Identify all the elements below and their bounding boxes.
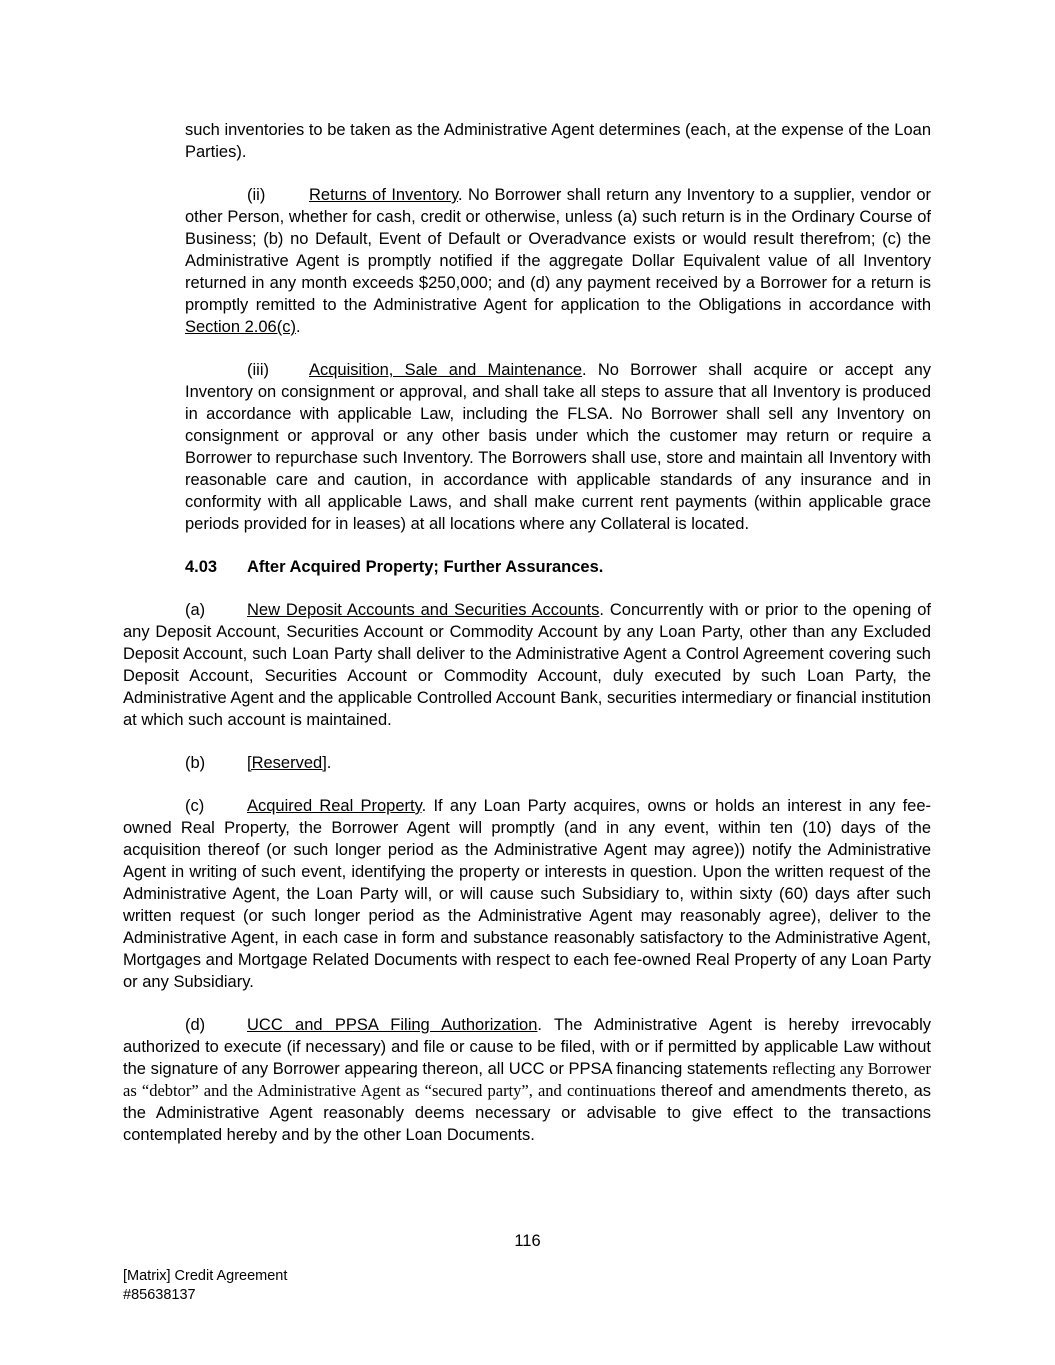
clause-iii-marker: (iii) (247, 361, 269, 379)
clause-d-tail: thereof and amendments thereto, as the Administrative Agent reasonably deems necessary or advisable to give effect to the transactions contemplated hereby and by the other Loan Documents. (123, 1082, 932, 1144)
footer-document-id: #85638137 (123, 1287, 196, 1303)
clause-ii-body: . No Borrower shall return any Inventory to a supplier, vendor or other Person, whether for cash, credit or otherwise, unless (a) such return is in the Ordinary Course of Business; (b) no Default, Event of Default or Overadvance exists or would result therefrom; (c) the Administrative Agent is promptly notified if the aggregate Dollar Equivalent value of all Inventory returned in any month exceeds $250,000; and (d) any payment received by a Borrower for a return is promptly remitted to the Administrative Agent for application to the Obligations in accordance with (185, 186, 931, 314)
clause-a-heading: New Deposit Accounts and Securities Accounts (247, 601, 600, 619)
clause-ii-tail: . (295, 318, 301, 336)
section-number: 4.03 (185, 558, 218, 576)
section-2-06c-reference: Section 2.06(c) (185, 318, 296, 336)
clause-ii-marker: (ii) (247, 186, 266, 204)
paragraph-inventory-continuation (185, 119, 931, 163)
section-4-03-heading (185, 556, 931, 578)
document-footer (123, 1267, 287, 1305)
clause-ii-heading: Returns of Inventory (309, 186, 458, 204)
clause-c-heading: Acquired Real Property (247, 797, 422, 815)
clause-a-new-deposit-accounts (123, 599, 931, 731)
clause-b-tail: . (326, 754, 332, 772)
paragraph-text: such inventories to be taken as the Administrative Agent determines (each, at the expense of the Loan Parties). (185, 121, 931, 161)
clause-c-marker: (c) (185, 797, 205, 815)
clause-a-marker: (a) (185, 601, 206, 619)
footer-document-title: [Matrix] Credit Agreement (123, 1268, 288, 1284)
clause-d-heading: UCC and PPSA Filing Authorization (247, 1016, 538, 1034)
clause-d-serif-line: reflecting any Borrower as “debtor” and the Administrative Agent as “secured party”, and continuations (123, 1059, 931, 1100)
clause-b-reserved (123, 752, 931, 774)
clause-b-marker: (b) (185, 754, 206, 772)
document-content (123, 119, 931, 1167)
clause-c-acquired-real-property (123, 795, 931, 993)
clause-d-ucc-ppsa-filing-authorization (123, 1014, 931, 1146)
section-title: After Acquired Property; Further Assurances. (247, 558, 604, 576)
clause-iii-heading: Acquisition, Sale and Maintenance (309, 361, 583, 379)
clause-c-body: . If any Loan Party acquires, owns or holds an interest in any fee-owned Real Property, the Borrower Agent will promptly (and in any event, within ten (10) days of the acquisition thereof (or such longer period as the Administrative Agent may agree)) notify the Administrative Agent in writing of such event, identifying the property or interests in question. Upon the written request of the Administrative Agent, the Loan Party will, or will cause such Subsidiary to, within sixty (60) days after such written request (or such longer period as the Administrative Agent may reasonably agree), deliver to the Administrative Agent, in each case in form and substance reasonably satisfactory to the Administrative Agent, Mortgages and Mortgage Related Documents with respect to each fee-owned Real Property of any Loan Party or any Subsidiary. (123, 797, 932, 991)
clause-d-marker: (d) (185, 1016, 206, 1034)
clause-ii-returns-of-inventory (185, 184, 931, 338)
clause-b-heading: [Reserved] (247, 754, 327, 772)
clause-a-body: . Concurrently with or prior to the opening of any Deposit Account, Securities Account or Commodity Account by any Loan Party, other than any Excluded Deposit Account, such Loan Party shall deliver to the Administrative Agent a Control Agreement covering such Deposit Account, Securities Account or Commodity Account, duly executed by such Loan Party, the Administrative Agent and the applicable Controlled Account Bank, securities intermediary or financial institution at which such account is maintained. (123, 601, 931, 729)
clause-iii-acquisition-sale-maintenance (185, 359, 931, 535)
clause-d-body: . The Administrative Agent is hereby irrevocably authorized to execute (if necessary) and file or cause to be filed, with or if permitted by applicable Law without the signature of any Borrower appearing thereon, all UCC or PPSA financing statements (123, 1016, 931, 1078)
clause-iii-body: . No Borrower shall acquire or accept any Inventory on consignment or approval, and shall take all steps to assure that all Inventory is produced in accordance with applicable Law, including the FLSA. No Borrower shall sell any Inventory on consignment or approval or any other basis under which the customer may return or require a Borrower to repurchase such Inventory. The Borrowers shall use, store and maintain all Inventory with reasonable care and caution, in accordance with applicable standards of any insurance and in conformity with all applicable Laws, and shall make current rent payments (within applicable grace periods provided for in leases) at all locations where any Collateral is located. (185, 361, 932, 533)
page-number: 116 (514, 1232, 541, 1250)
